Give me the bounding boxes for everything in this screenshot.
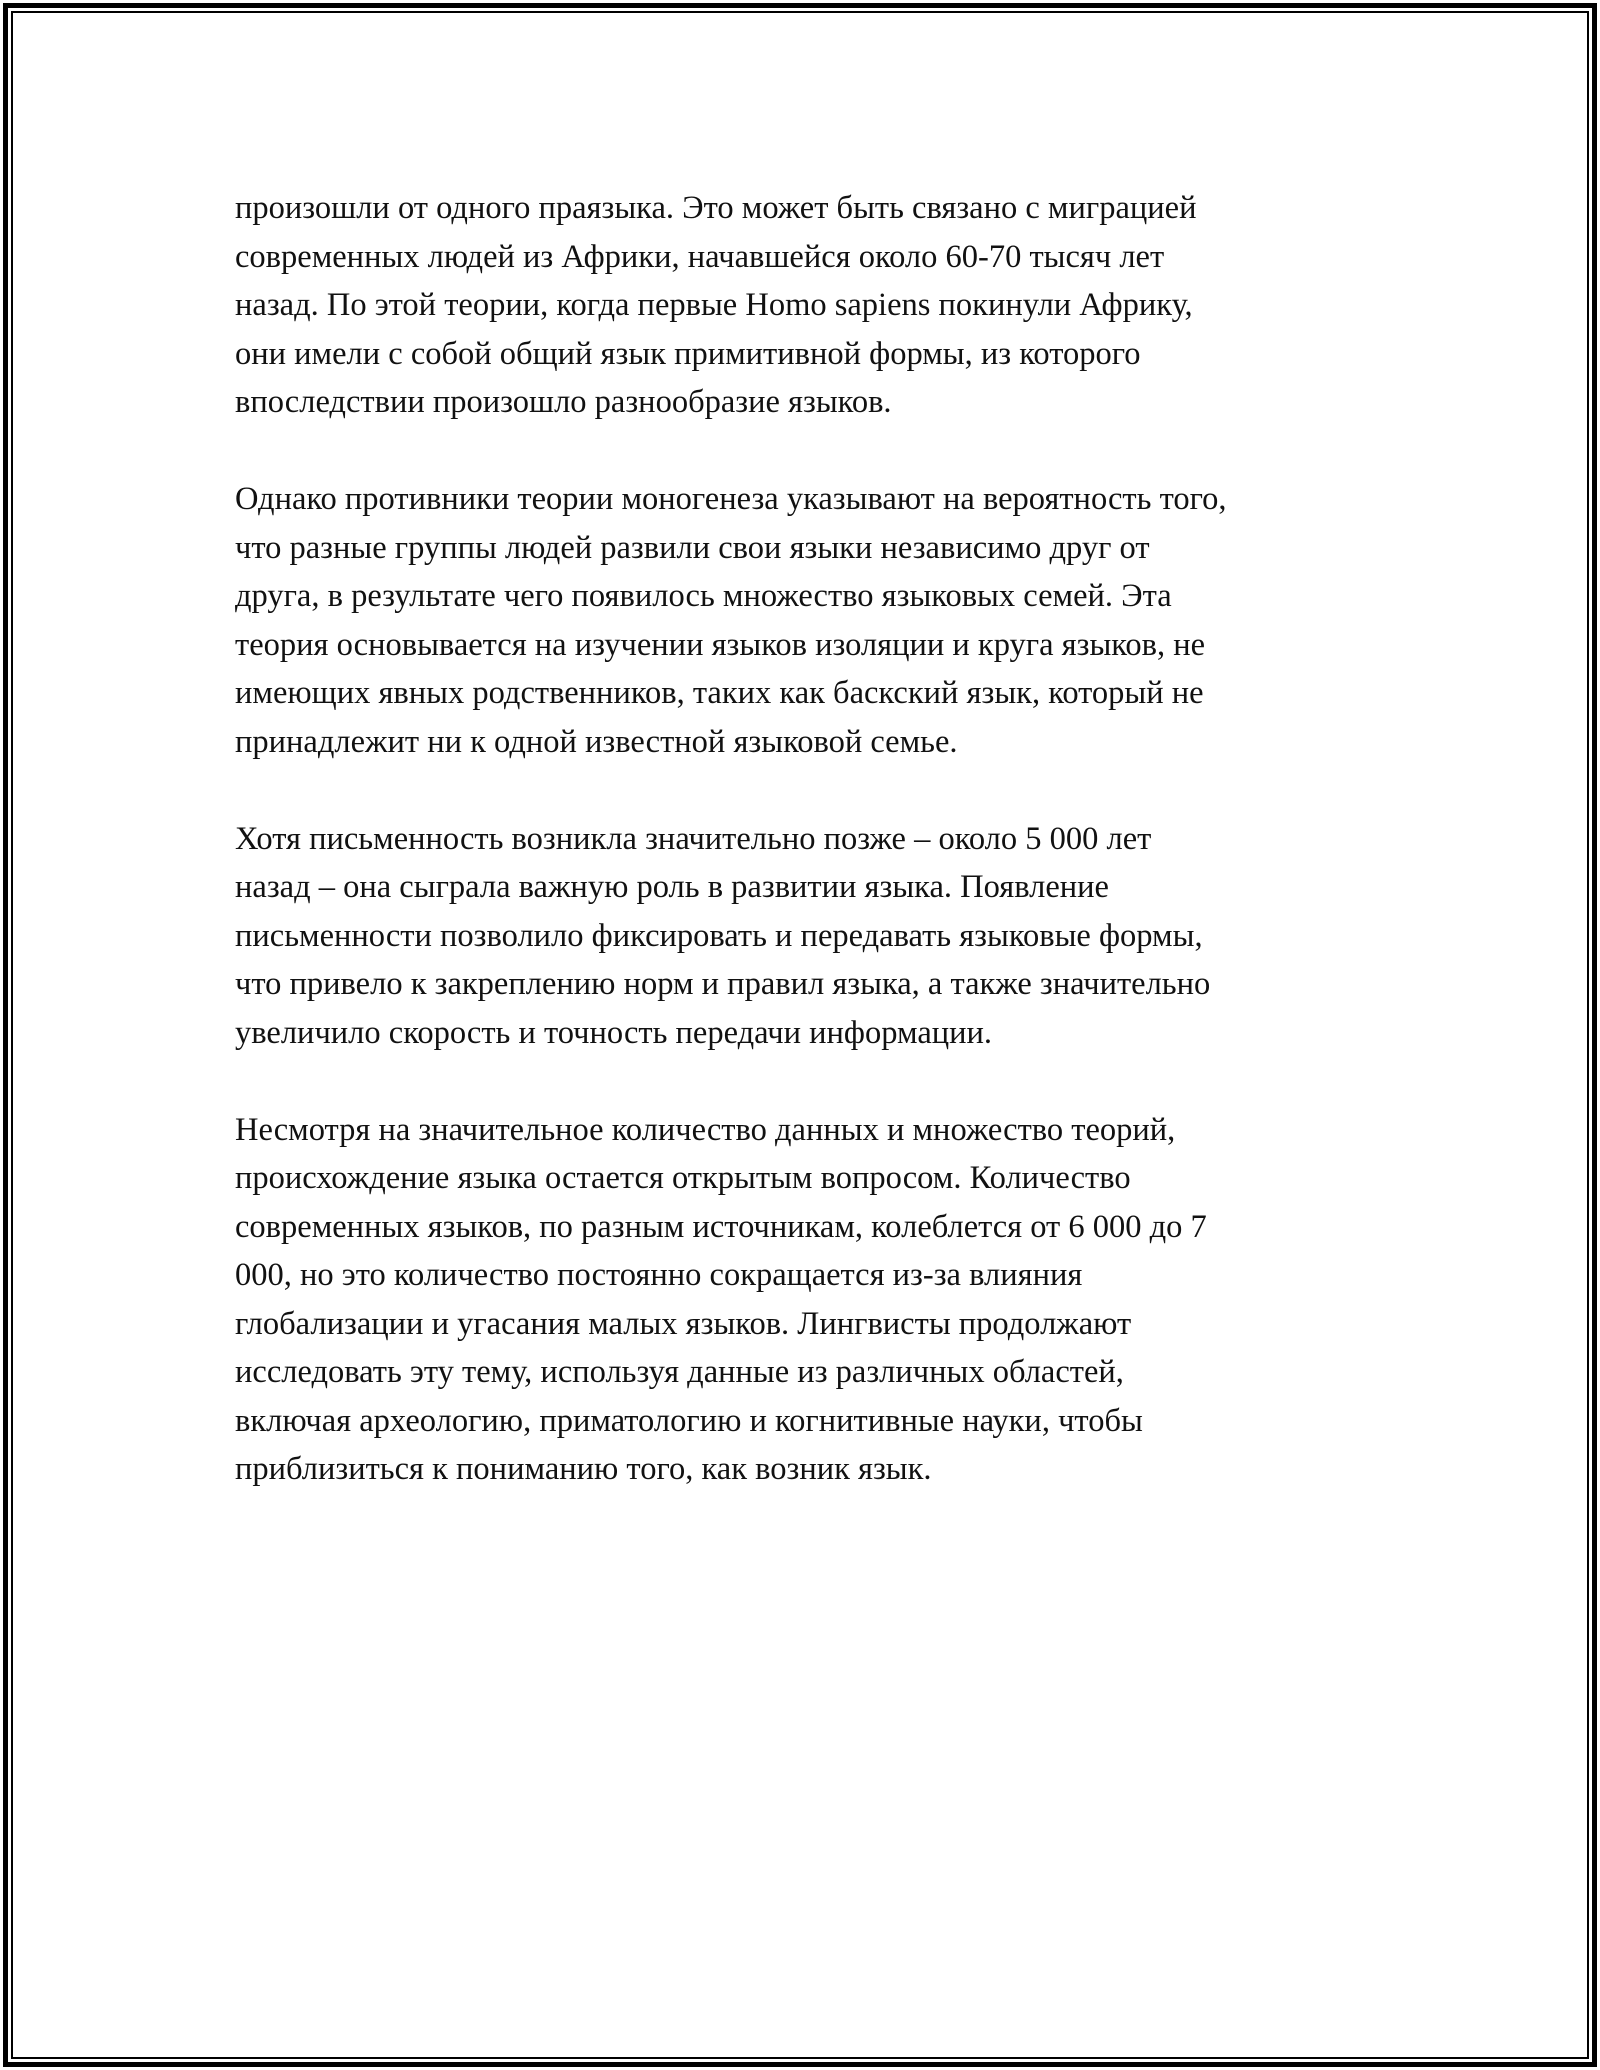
text-line: приблизиться к пониманию того, как возник язык.: [235, 1451, 932, 1487]
text-line: увеличило скорость и точность передачи информации.: [235, 1014, 993, 1051]
document-body: [235, 184, 1395, 1542]
text-line: что разные группы людей развили свои языки независимо друг от: [235, 529, 1150, 566]
paragraph-1: [235, 184, 1395, 427]
text-line: Несмотря на значительное количество данных и множество теорий,: [235, 1111, 1176, 1148]
text-line: глобализации и угасания малых языков. Лингвисты продолжают: [235, 1305, 1132, 1342]
text-line: друга, в результате чего появилось множество языковых семей. Эта: [235, 578, 1172, 614]
text-line: Однако противники теории моногенеза указывают на вероятность того,: [235, 481, 1227, 517]
text-line: принадлежит ни к одной известной языковой семье.: [235, 723, 958, 760]
text-line: включая археологию, приматологию и когнитивные науки, чтобы: [235, 1402, 1143, 1439]
paragraph-2: [235, 475, 1395, 766]
text-line: назад – она сыграла важную роль в развитии языка. Появление: [235, 869, 1109, 905]
text-line: теория основывается на изучении языков изоляции и круга языков, не: [235, 626, 1206, 663]
paragraph-4: [235, 1106, 1395, 1494]
text-line: они имели с собой общий язык примитивной формы, из которого: [235, 335, 1141, 372]
text-line: современных языков, по разным источникам, колеблется от 6 000 до 7: [235, 1208, 1207, 1245]
text-line: происхождение языка остается открытым вопросом. Количество: [235, 1160, 1131, 1196]
text-line: Хотя письменность возникла значительно позже – около 5 000 лет: [235, 820, 1152, 857]
text-line: 000, но это количество постоянно сокращается из-за влияния: [235, 1257, 1083, 1293]
paragraph-3: [235, 815, 1395, 1058]
text-line: имеющих явных родственников, таких как баскский язык, который не: [235, 675, 1204, 711]
text-line: назад. По этой теории, когда первые Homo sapiens покинули Африку,: [235, 287, 1193, 323]
text-line: исследовать эту тему, используя данные из различных областей,: [235, 1354, 1124, 1390]
text-line: впоследствии произошло разнообразие языков.: [235, 384, 892, 420]
text-line: что привело к закреплению норм и правил языка, а также значительно: [235, 966, 1211, 1002]
text-line: произошли от одного праязыка. Это может быть связано с миграцией: [235, 190, 1197, 226]
text-line: современных людей из Африки, начавшейся около 60-70 тысяч лет: [235, 238, 1165, 275]
text-line: письменности позволило фиксировать и передавать языковые формы,: [235, 917, 1203, 954]
